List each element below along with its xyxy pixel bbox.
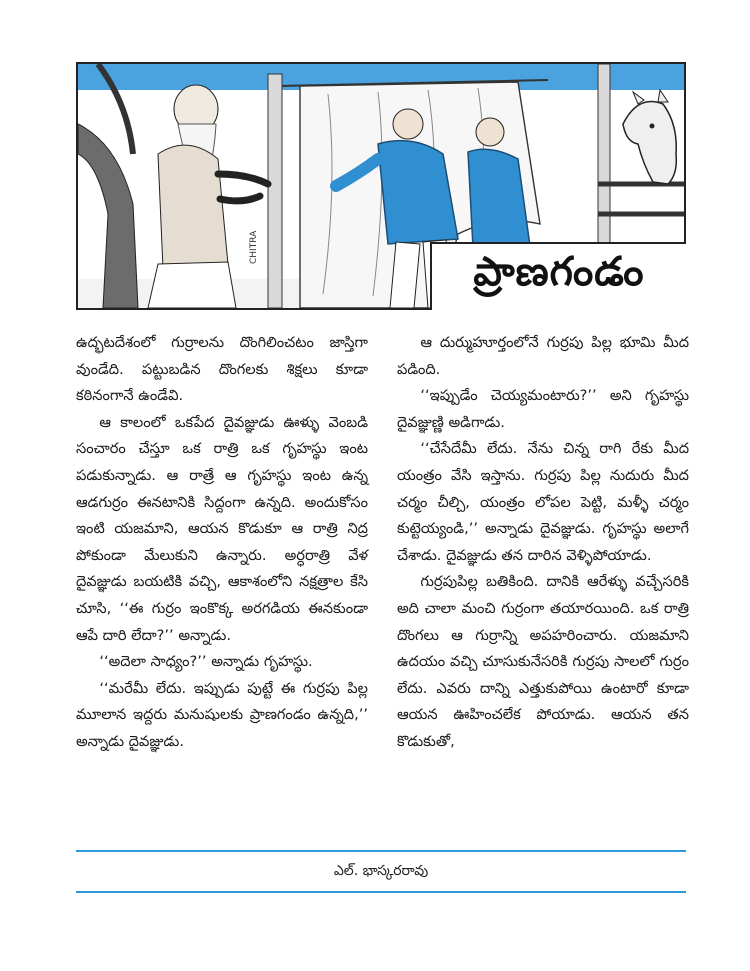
paragraph: ఆ కాలంలో ఒకపేద దైవజ్ఞుడు ఊళ్ళు వెంబడి సంచారం చేస్తూ ఒక రాత్రి ఒక గృహస్థు ఇంట పడుకున్నాడు. ఆ రాత్రే ఆ గృహస్థు ఇంట ఉన్న ఆడగుర్రం ఈనటానికి సిద్దంగా ఉన్నది. అందుకోసం ఇంటి యజమాని, ఆయన కొడుకూ ఆ రాత్రి నిద్ర పోకుండా మేలుకుని ఉన్నారు. అర్ధరాత్రి వేళ దైవజ్ఞుడు బయటికి వచ్చి, ఆకాశంలోని నక్షత్రాల కేసి చూసి, ‘‘ఈ గుర్రం ఇంకొక్క అరగడియ ఈనకుండా ఆపే దారి లేదా?’’ అన్నాడు. xyxy=(76,413,368,644)
paragraph: గుర్రపుపిల్ల బతికింది. దానికి ఆరేళ్ళు వచ్చేసరికి అది చాలా మంచి గుర్రంగా తయారయింది. ఒక రాత్రి దొంగలు ఆ గుర్రాన్ని అపహరించారు. యజమాని ఉదయం వచ్చి చూసుకునేసరికి గుర్రపు సాలలో గుర్రం లేదు. ఎవరు దాన్ని ఎత్తుకుపోయి ఉంటారో కూడా ఆయన ఊహించలేక పోయాడు. ఆయన తన కొడుకుతో, xyxy=(397,573,689,750)
paragraph: ‘‘చేసేదేమీ లేదు. నేను చిన్న రాగి రేకు మీద యంత్రం వేసి ఇస్తాను. గుర్రపు పిల్ల నుదురు మీద చర్మం చీల్చి, యంత్రం లోపల పెట్టి, మళ్ళీ చర్మం కుట్టెయ్యండి,’’ అన్నాడు దైవజ్ఞుడు. గృహస్థు అలాగే చేశాడు. దైవజ్ఞుడు తన దారిన వెళ్ళిపోయాడు. xyxy=(397,440,689,564)
story-column-left xyxy=(76,330,368,756)
paragraph: ‘‘మరేమీ లేదు. ఇప్పుడు పుట్టే ఈ గుర్రపు పిల్ల మూలాన ఇద్దరు మనుషులకు ప్రాణగండం ఉన్నది,’’ అన్నాడు దైవజ్ఞుడు. xyxy=(76,679,368,750)
paragraph: ఆ దుర్ముహూర్తంలోనే గుర్రపు పిల్ల భూమి మీద పడింది. xyxy=(397,334,689,378)
paragraph: ‘‘ఇప్పుడేం చెయ్యమంటారు?’’ అని గృహస్థు దైవజ్ఞుణ్ణి అడిగాడు. xyxy=(397,387,689,431)
paragraph: ‘‘అదెలా సాధ్యం?’’ అన్నాడు గృహస్థు. xyxy=(99,653,313,671)
divider-rule xyxy=(76,850,686,852)
paragraph: ఉద్భటదేశంలో గుర్రాలను దొంగిలించటం జాస్తిగా వుండేది. పట్టుబడిన దొంగలకు శిక్షలు కూడా కఠినంగానే ఉండేవి. xyxy=(76,334,368,405)
story-title: ప్రాణగండం xyxy=(430,242,686,310)
divider-rule xyxy=(76,891,686,893)
illustration-signature: CHITRA xyxy=(249,230,259,264)
author-credit: ఎల్. భాస్కరరావు xyxy=(333,863,429,879)
story-column-right xyxy=(397,330,689,756)
